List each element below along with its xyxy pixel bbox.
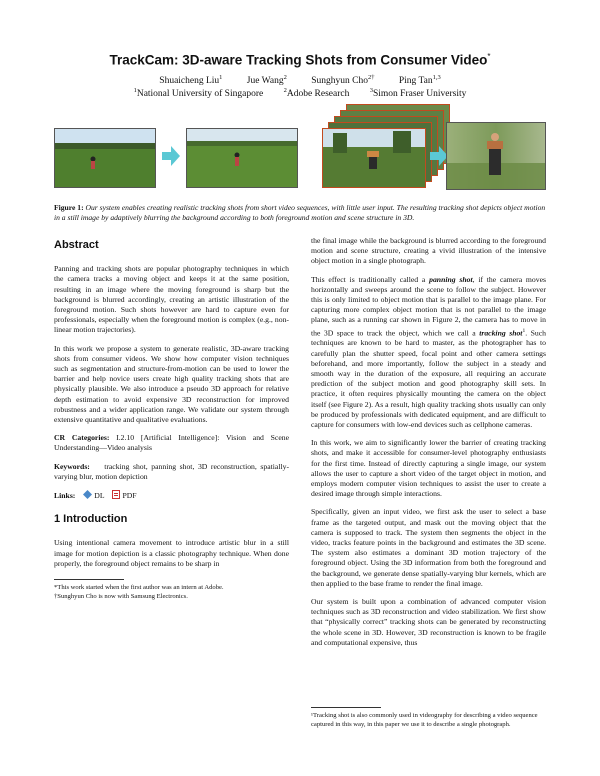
abstract-paragraph: In this work we propose a system to generate realistic, 3D-aware tracking shots from consumer videos. We show how computer vision techniques such as segmentation and structure-from-motion can be used to lower the barrier and help novice users create high quality tracking shots that are physically plausible. We also introduce a pseudo 3D approach for relative depth estimation to avoid expensive 3D reconstruction for improved robustness and a wider application range. We validate our system through extensive quantitative and qualitative evaluations. xyxy=(54,343,289,425)
teaser-figure xyxy=(54,104,546,198)
links: Links: DL PDF xyxy=(54,490,289,502)
intro-paragraph: Using intentional camera movement to introduce artistic blur in a still image for motion depiction is a classic photography technique. When done properly, the foreground object remains to be sharp in xyxy=(54,538,289,568)
body-paragraph: Our system is built upon a combination of advanced computer vision techniques such as 3D reconstruction and video stabilization. We first show that “physically correct” tracking shots can be generated by reconstructing the whole scene in 3D. However, 3D reconstruction is known to be fragile and computational expensive, thus xyxy=(311,597,546,647)
left-column xyxy=(54,236,289,577)
author-name: Ping Tan xyxy=(398,76,433,87)
body-paragraph: This effect is traditionally called a panning shot, if the camera moves horizontally and sweeps around the scene to follow the subject. However this is only limited to object motion that is parallel to the image plane. For capturing more complex object motion that is not parallel to the image plane, such as a running car shown in Figure 2, the camera has to move in the 3D space to track the object, which we call a tracking shot$^1$. Such techniques are known to be hard to master, as the photographer has to carefully plan the shutter speed, focal point and other camera settings beforehand, and more importantly, follow the subject in a steady and smooth way in the duration of the exposure, all requiring an accurate prediction of the subject motion and good photography skill sets. In practice, it often requires physically mounting the camera on the object itself (see Figure 2). As a result, high quality tracking shots usually can only be produced by professionals with dedicated equipment, and are difficult to capture for consumers with low-end devices such as cellphone cameras. xyxy=(311,274,547,430)
cr-categories: CR Categories: I.2.10 [Artificial Intelligence]: Vision and Scene Understanding—Video analysis xyxy=(54,433,290,453)
keywords: Keywords: tracking shot, panning shot, 3D reconstruction, spatially-varying blur, motion depiction xyxy=(54,461,290,481)
footnotes-right xyxy=(311,707,546,729)
input-frame-2 xyxy=(186,128,298,188)
figure-label: Figure 1: xyxy=(54,203,84,212)
footnote-rule xyxy=(54,579,124,580)
body-paragraph: the final image while the background is blurred according to the foreground motion and scene structure, creating a vivid illustration of the intensive object motion in a single photograph. xyxy=(311,236,546,266)
author-name: Jue Wang xyxy=(246,76,284,87)
stack-frame xyxy=(322,128,426,188)
pdf-link[interactable]: PDF xyxy=(112,490,136,502)
body-paragraph: Specifically, given an input video, we first ask the user to select a base frame as the targeted output, and mask out the moving object that the camera is supposed to track. The system then segments the object in the video, tracks feature points in the background and estimates the 3D scene. The system also estimates a dominant 3D motion trajectory of the foreground object. Using the 3D information from both the foreground and the background, we generate dense spatially-varying blur kernels, which are then applied to the base frame to render the final image. xyxy=(311,507,546,588)
figure-caption: Figure 1: Our system enables creating realistic tracking shots from short video sequences, with little user input. The resulting tracking shot depicts object motion in a still image by adaptively blurring the background according to both foreground motion and scene structure in 3D. xyxy=(54,203,546,222)
input-frame-1 xyxy=(54,128,156,188)
dl-icon xyxy=(83,490,92,502)
footnote: ¹Tracking shot is also commonly used in videography for describing a video sequence captured in this way, in this paper we use it to describe a single photograph. xyxy=(311,712,538,728)
introduction-heading: 1 Introduction xyxy=(54,513,128,526)
affiliation-list: $^1$National University of Singapore $^2$Adobe Research $^3$Simon Fraser University xyxy=(133,87,467,100)
footnotes-left xyxy=(54,579,289,601)
footnote: *This work started when the first author was an intern at Adobe. xyxy=(54,584,224,591)
author-list: Shuaicheng Liu$^1$ Jue Wang$^2$ Sunghyun Cho$^{2\dagger}$ Ping Tan$^{1,3}$ xyxy=(159,74,441,87)
footnote-rule xyxy=(311,707,381,708)
tracking-shot-result xyxy=(446,122,546,190)
footnote: †Sunghyun Cho is now with Samsung Electronics. xyxy=(54,593,188,600)
author-name: Sunghyun Cho xyxy=(311,76,368,87)
author-name: Shuaicheng Liu xyxy=(159,76,220,87)
arrow-right-icon xyxy=(162,146,180,171)
paper-title: TrackCam: 3D-aware Tracking Shots from Consumer Video* xyxy=(109,52,491,68)
pdf-icon xyxy=(112,490,120,502)
dl-link[interactable]: DL xyxy=(83,490,104,502)
abstract-paragraph: Panning and tracking shots are popular photography techniques in which the camera tracks a moving object and keeps it at the same position, resulting in an image where the moving foreground is sharp but the background is blurred accordingly, creating an artistic illustration of the foreground motion. Such shots however are hard to capture even for professionals, especially when the foreground motion is complex (e.g., non-linear motion trajectories). xyxy=(54,264,289,335)
right-column xyxy=(311,236,546,656)
abstract-heading: Abstract xyxy=(54,239,99,251)
body-paragraph: In this work, we aim to significantly lower the barrier of creating tracking shots, and make it accessible for consumer-level photography enthusiasts for the first time. Instead of directly capturing a single image, our system allows the user to capture a short video of the target object in motion, and employs modern computer vision techniques to assist the user to create a desired image through simple interactions. xyxy=(311,438,546,499)
